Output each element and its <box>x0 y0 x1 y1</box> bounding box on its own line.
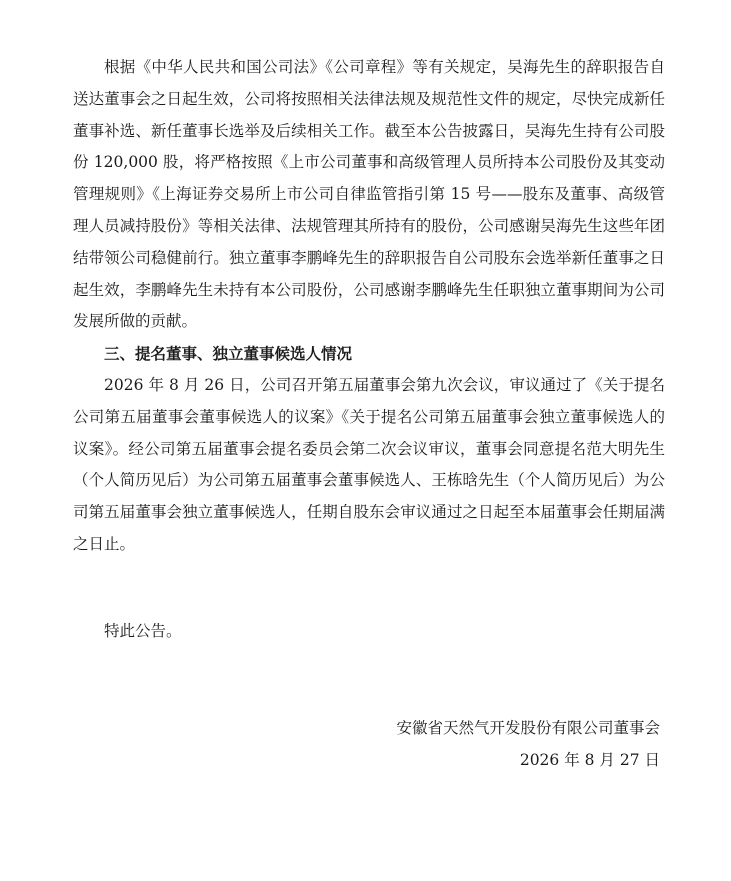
closing-statement: 特此公告。 <box>104 622 182 640</box>
paragraph-nomination: 2026 年 8 月 26 日，公司召开第五届董事会第九次会议，审议通过了《关于提名公司第五届董事会董事候选人的议案》《关于提名公司第五届董事会独立董事候选人的议案》。经公司第五届董事会提名委员会第二次会议审议，董事会同意提名范大明先生（个人简历见后）为公司第五届董事会董事候选人、王栋晗先生（个人简历见后）为公司第五届董事会独立董事候选人，任期自股东会审议通过之日起至本届董事会任期届满之日止。 <box>73 375 665 553</box>
document-body <box>73 52 665 561</box>
signature-block <box>396 713 660 777</box>
signature-date: 2026 年 8 月 27 日 <box>519 750 660 769</box>
signature-company: 安徽省天然气开发股份有限公司董事会 <box>396 719 660 737</box>
paragraph-resignation: 根据《中华人民共和国公司法》《公司章程》等有关规定，吴海先生的辞职报告自送达董事会之日起生效，公司将按照相关法律法规及规范性文件的规定，尽快完成新任董事补选、新任董事长选举及后续相关工作。截至本公告披露日，吴海先生持有公司股份 120,000 股，将严格按照《上市公司董事和高级管理人员所持本公司股份及其变动管理规则》《上海证券交易所上市公司自律监管指引第 15 号——股东及董事、高级管理人员减持股份》等相关法律、法规管理其所持有的股份，公司感谢吴海先生这些年团结带领公司稳健前行。独立董事李鹏峰先生的辞职报告自公司股东会选举新任董事之日起生效，李鹏峰先生未持有本公司股份，公司感谢李鹏峰先生任职独立董事期间为公司发展所做的贡献。 <box>73 58 665 331</box>
section-heading-nomination: 三、提名董事、独立董事候选人情况 <box>104 344 353 364</box>
